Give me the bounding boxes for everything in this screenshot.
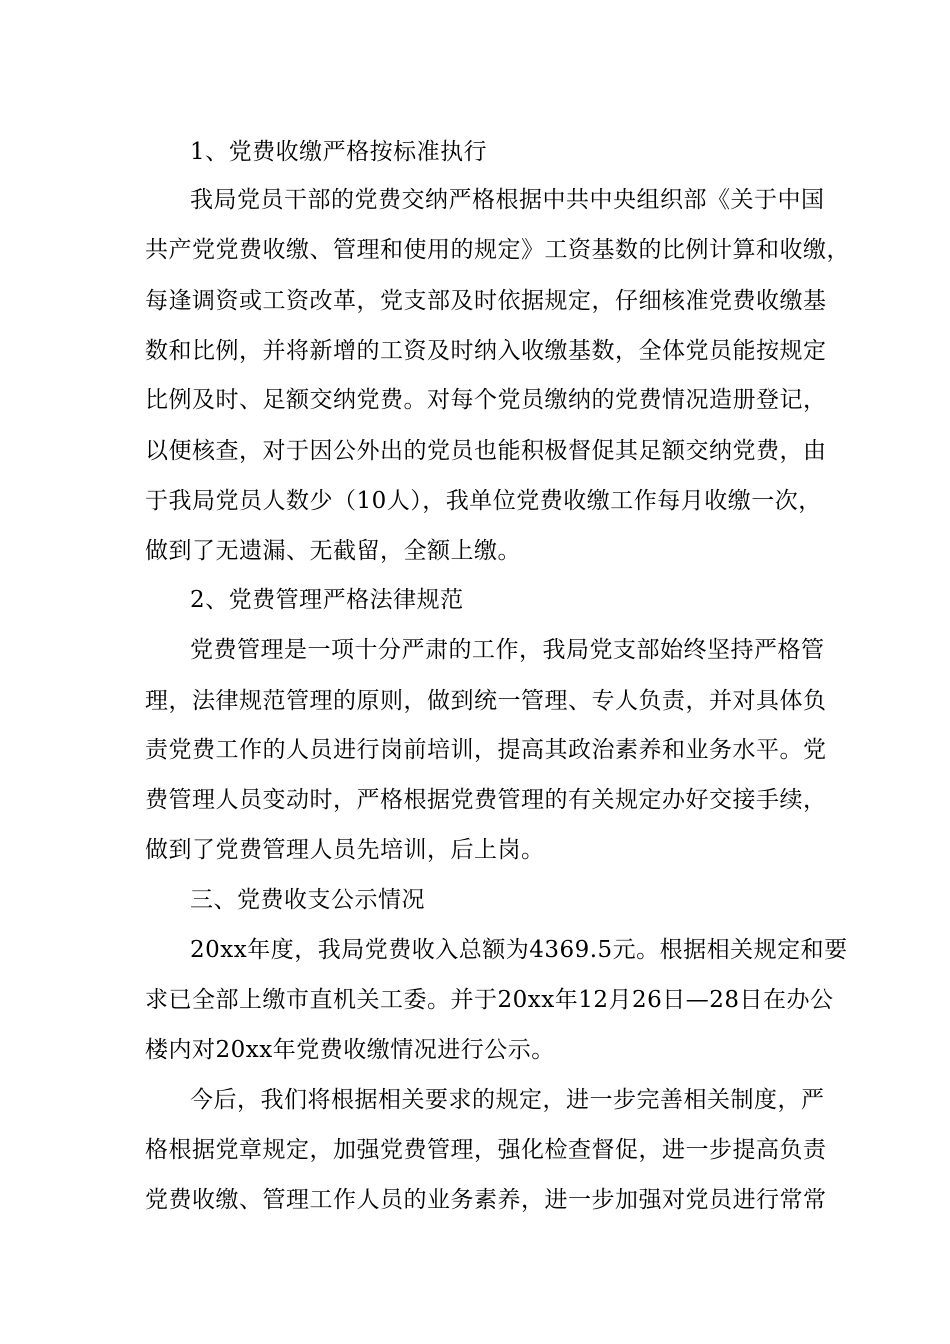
- paragraph-line: 求已全部上缴市直机关工委。并于20xx年12月26日—28日在办公: [145, 987, 834, 1013]
- paragraph-line: 于我局党员人数少（10人），我单位党费收缴工作每月收缴一次，: [145, 488, 822, 514]
- paragraph-line: 费管理人员变动时，严格根据党费管理的有关规定办好交接手续，: [145, 787, 827, 813]
- paragraph-line: 20xx年度，我局党费收入总额为4369.5元。根据相关规定和要: [190, 937, 848, 963]
- paragraph-line: 格根据党章规定，加强党费管理，强化检查督促，进一步提高负责: [145, 1137, 827, 1163]
- section-heading-dues-collection: 1、党费收缴严格按标准执行: [190, 139, 488, 165]
- paragraph-line: 今后，我们将根据相关要求的规定，进一步完善相关制度，严: [190, 1087, 825, 1113]
- paragraph-line: 责党费工作的人员进行岗前培训，提高其政治素养和业务水平。党: [145, 737, 827, 763]
- paragraph-line: 做到了无遗漏、无截留，全额上缴。: [145, 538, 521, 564]
- paragraph-line: 党费管理是一项十分严肃的工作，我局党支部始终坚持严格管: [190, 637, 825, 663]
- section-heading-dues-management: 2、党费管理严格法律规范: [190, 587, 464, 613]
- paragraph-line: 做到了党费管理人员先培训，后上岗。: [145, 837, 545, 863]
- paragraph-line: 共产党党费收缴、管理和使用的规定》工资基数的比例计算和收缴，: [145, 237, 850, 263]
- paragraph-line: 我局党员干部的党费交纳严格根据中共中央组织部《关于中国: [190, 187, 825, 213]
- paragraph-line: 党费收缴、管理工作人员的业务素养，进一步加强对党员进行常常: [145, 1187, 827, 1213]
- paragraph-line: 理，法律规范管理的原则，做到统一管理、专人负责，并对具体负: [145, 688, 827, 714]
- paragraph-line: 楼内对20xx年党费收缴情况进行公示。: [145, 1037, 555, 1063]
- section-heading-publicity: 三、党费收支公示情况: [190, 887, 425, 913]
- paragraph-line: 数和比例，并将新增的工资及时纳入收缴基数，全体党员能按规定: [145, 338, 827, 364]
- paragraph-line: 比例及时、足额交纳党费。对每个党员缴纳的党费情况造册登记，: [145, 387, 827, 413]
- paragraph-line: 每逢调资或工资改革，党支部及时依据规定，仔细核准党费收缴基: [145, 288, 827, 314]
- paragraph-line: 以便核查，对于因公外出的党员也能积极督促其足额交纳党费，由: [145, 438, 827, 464]
